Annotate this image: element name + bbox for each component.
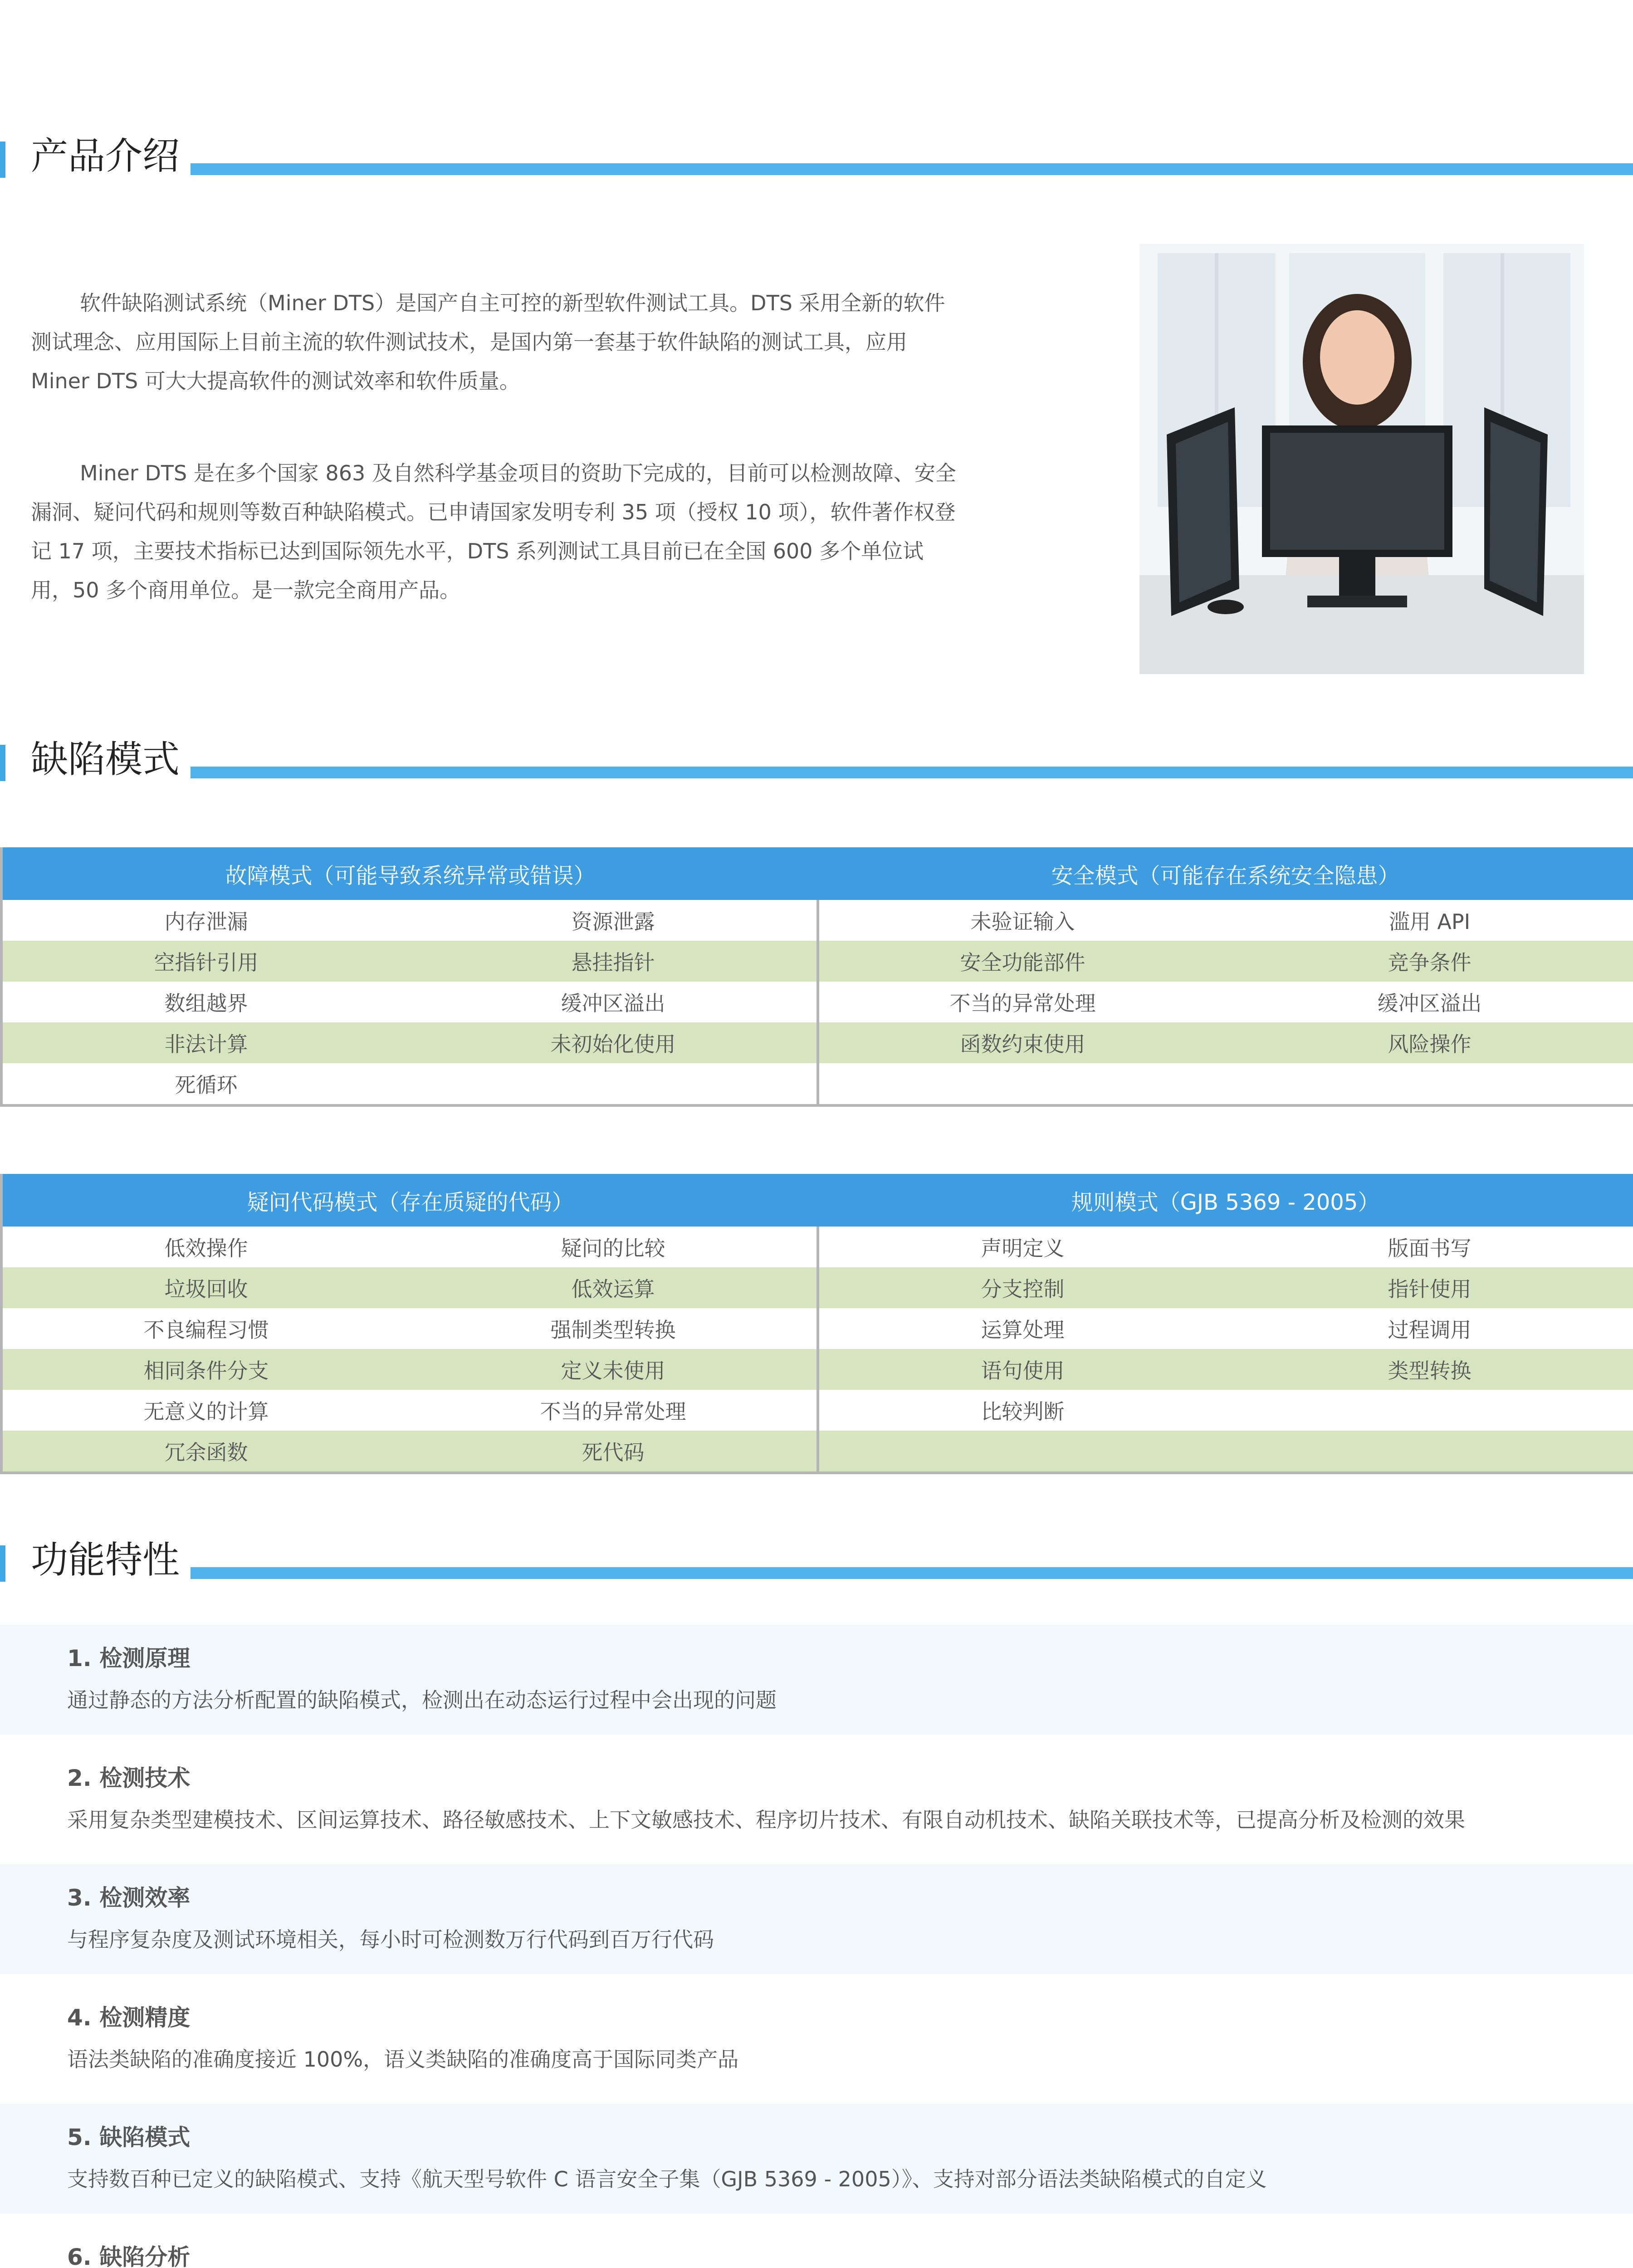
feature-item [0, 2104, 1633, 2214]
feature-description: 支持数百种已定义的缺陷模式、支持《航天型号软件 C 语言安全子集（GJB 5369 - 2005）》、支持对部分语法类缺陷模式的自定义 [67, 2167, 1267, 2191]
table-cell: 函数约束使用 [818, 1022, 1226, 1063]
feature-title: 1. 检测原理 [67, 1645, 191, 1672]
section-marker [0, 142, 5, 178]
table-cell: 非法计算 [1, 1022, 410, 1063]
table-cell: 低效操作 [1, 1227, 410, 1267]
feature-item [0, 1984, 1633, 2094]
table-cell: 死循环 [1, 1063, 410, 1105]
table-cell: 滥用 API [1226, 900, 1633, 941]
table-row [1, 1308, 1633, 1349]
table-cell [1226, 1431, 1633, 1473]
table-cell: 运算处理 [818, 1308, 1226, 1349]
section-rule [191, 163, 1633, 175]
feature-title: 6. 缺陷分析 [67, 2244, 191, 2268]
table-cell: 数组越界 [1, 982, 410, 1022]
table-cell: 不当的异常处理 [818, 982, 1226, 1022]
section-marker [0, 1545, 5, 1582]
table-cell: 强制类型转换 [550, 1318, 676, 1342]
feature-title: 3. 检测效率 [67, 1885, 191, 1911]
section-marker [0, 745, 5, 781]
table-cell: 比较判断 [818, 1390, 1226, 1431]
table-cell: 定义未使用 [410, 1349, 818, 1390]
table-cell: 垃圾回收 [1, 1267, 410, 1308]
feature-item [0, 1745, 1633, 1854]
table-cell: 未验证输入 [818, 900, 1226, 941]
section-title-intro: 产品介绍 [31, 135, 180, 178]
feature-description: 通过静态的方法分析配置的缺陷模式，检测出在动态运行过程中会出现的问题 [67, 1688, 777, 1712]
table-row [1, 900, 1633, 941]
feature-item [0, 2224, 1633, 2268]
section-rule [191, 767, 1633, 778]
table-row [1, 982, 1633, 1022]
table-row [1, 1390, 1633, 1431]
table-cell: 未初始化使用 [410, 1022, 818, 1063]
table-header: 疑问代码模式（存在质疑的代码） [1, 1174, 818, 1227]
table-cell: 语句使用 [818, 1349, 1226, 1390]
feature-description: 与程序复杂度及测试环境相关，每小时可检测数万行代码到百万行代码 [67, 1927, 714, 1952]
table-cell: 风险操作 [1226, 1022, 1633, 1063]
table-cell: 不当的异常处理 [540, 1399, 686, 1424]
table-cell: 资源泄露 [571, 909, 655, 934]
table-row [1, 1063, 1633, 1105]
table-cell: 安全功能部件 [818, 941, 1226, 982]
section-title-defects: 缺陷模式 [31, 738, 180, 781]
table-cell: 内存泄漏 [1, 900, 410, 941]
section-header-intro [0, 132, 1633, 181]
table-cell: 缓冲区溢出 [1226, 982, 1633, 1022]
table-row [1, 1431, 1633, 1473]
table-cell: 悬挂指针 [410, 941, 818, 982]
table-row [1, 1267, 1633, 1308]
table-cell: 空指针引用 [1, 941, 410, 982]
table-header: 安全模式（可能存在系统安全隐患） [818, 847, 1633, 900]
feature-title: 2. 检测技术 [67, 1765, 191, 1791]
feature-title: 5. 缺陷模式 [67, 2124, 191, 2151]
table-cell [818, 1431, 1226, 1473]
table-row [1, 1349, 1633, 1390]
table-header: 规则模式（GJB 5369 - 2005） [818, 1174, 1633, 1227]
table-cell: 疑问的比较 [561, 1236, 665, 1261]
table-cell: 缓冲区溢出 [561, 991, 665, 1016]
table-cell: 冗余函数 [1, 1431, 410, 1473]
table-cell [410, 1063, 818, 1105]
feature-description: 采用复杂类型建模技术、区间运算技术、路径敏感技术、上下文敏感技术、程序切片技术、有限自动机技术、缺陷关联技术等，已提高分析及检测的效果 [67, 1808, 1465, 1832]
table-header: 故障模式（可能导致系统异常或错误） [1, 847, 818, 900]
table-cell: 不良编程习惯 [1, 1308, 410, 1349]
feature-description: 语法类缺陷的准确度接近 100%，语义类缺陷的准确度高于国际同类产品 [67, 2047, 739, 2072]
table-cell [818, 1063, 1226, 1105]
table-row [1, 1022, 1633, 1063]
office-worker-photo [1139, 244, 1584, 674]
section-title-features: 功能特性 [31, 1539, 180, 1582]
fault-security-table [0, 847, 1633, 1107]
table-cell: 版面书写 [1226, 1227, 1633, 1267]
table-cell: 无意义的计算 [1, 1390, 410, 1431]
table-cell: 指针使用 [1226, 1267, 1633, 1308]
intro-paragraph-1: 软件缺陷测试系统（Miner DTS）是国产自主可控的新型软件测试工具。DTS 采用全新的软件测试理念、应用国际上目前主流的软件测试技术，是国内第一套基于软件缺陷的测试工具，应用 Miner DTS 可大大提高软件的测试效率和软件质量。 [31, 291, 945, 393]
section-header-features [0, 1535, 1633, 1585]
table-row [1, 1227, 1633, 1267]
table-row [1, 941, 1633, 982]
table-cell: 竞争条件 [1226, 941, 1633, 982]
table-cell [1226, 1390, 1633, 1431]
feature-item [0, 1864, 1633, 1974]
table-cell: 低效运算 [410, 1267, 818, 1308]
table-cell: 类型转换 [1226, 1349, 1633, 1390]
section-header-defects [0, 735, 1633, 785]
suspect-rule-table [0, 1174, 1633, 1474]
feature-title: 4. 检测精度 [67, 2004, 191, 2031]
table-cell [1226, 1063, 1633, 1105]
table-cell: 相同条件分支 [1, 1349, 410, 1390]
table-cell: 声明定义 [818, 1227, 1226, 1267]
table-cell: 分支控制 [818, 1267, 1226, 1308]
table-cell: 过程调用 [1226, 1308, 1633, 1349]
table-cell: 死代码 [410, 1431, 818, 1473]
section-rule [191, 1567, 1633, 1579]
intro-paragraph-2: Miner DTS 是在多个国家 863 及自然科学基金项目的资助下完成的，目前可以检测故障、安全漏洞、疑问代码和规则等数百种缺陷模式。已申请国家发明专利 35 项（授权 10 项），软件著作权登记 17 项，主要技术指标已达到国际领先水平，DTS 系列测试工具目前已在全国 600 多个单位试用，50 多个商用单位。是一款完全商用产品。 [31, 461, 956, 602]
feature-item [0, 1625, 1633, 1735]
